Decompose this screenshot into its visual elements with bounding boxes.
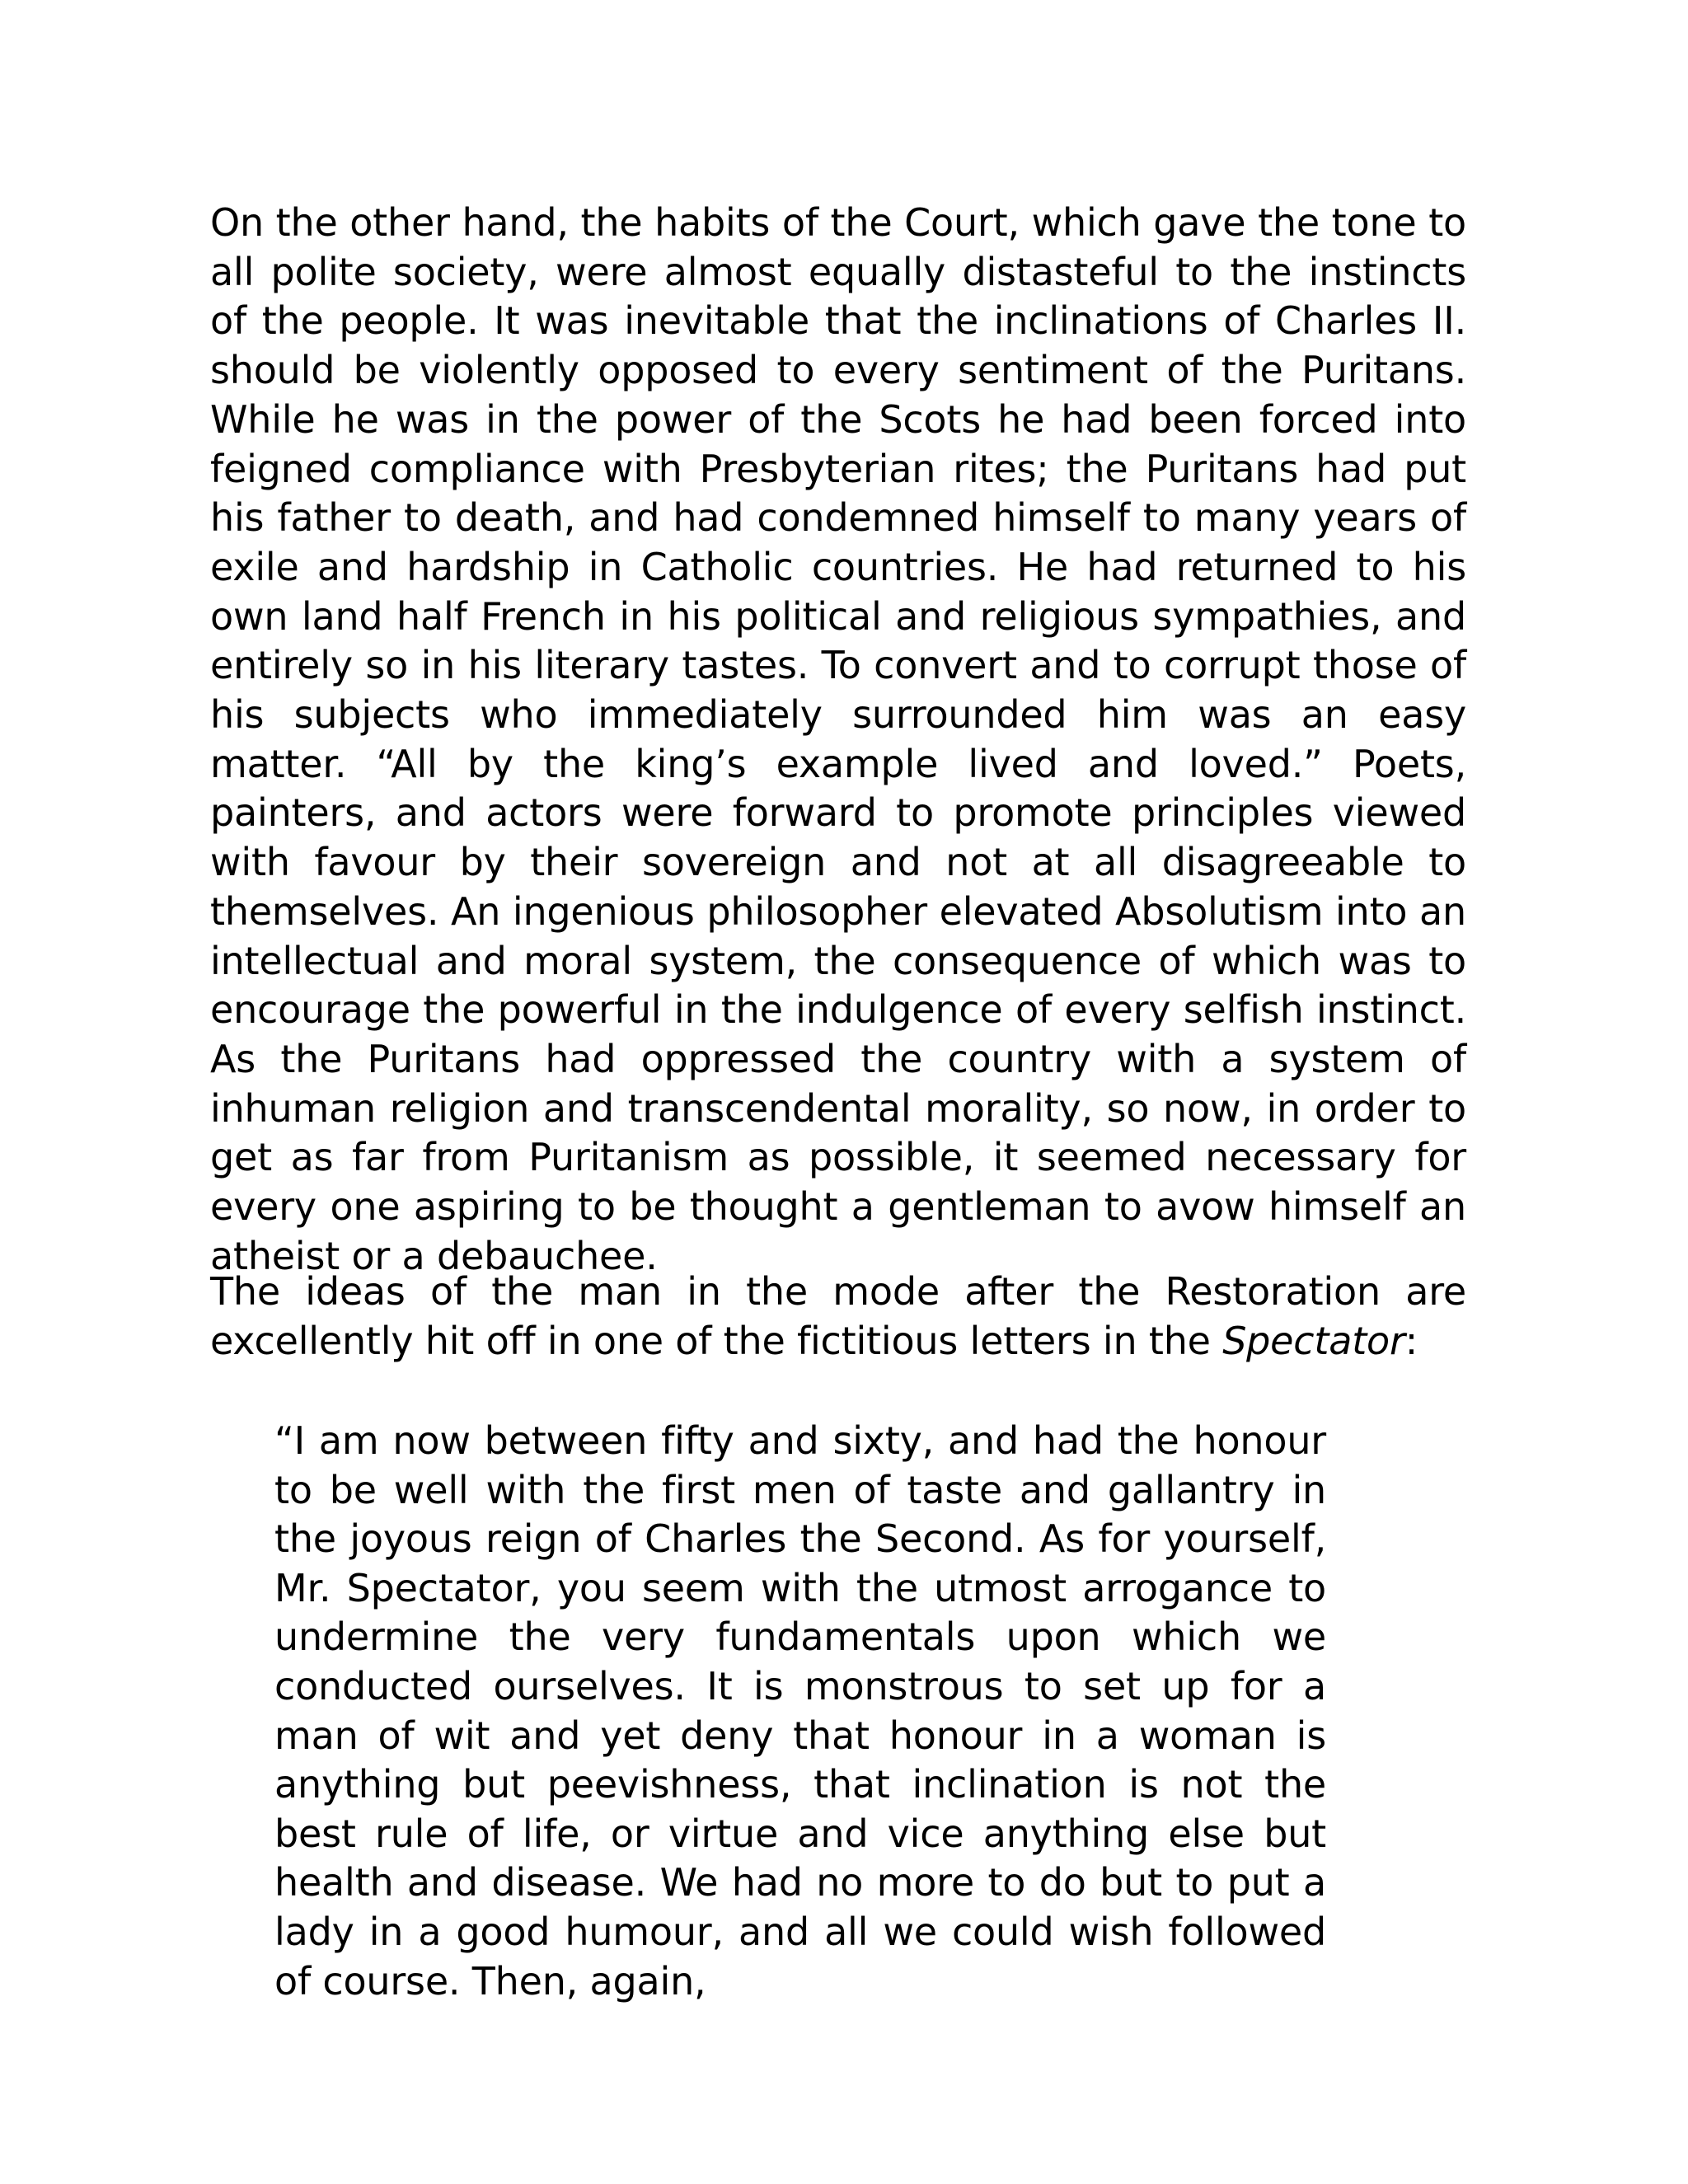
body-paragraph-1: On the other hand, the habits of the Court, which gave the tone to all polite society, were almost equally distasteful to the instincts of the people. It was inevitable that the inclinations of Charles II. should be violently opposed to every sentiment of the Puritans. While he was in the power of the Scots he had been forced into feigned compliance with Presbyterian rites; the Puritans had put his father to death, and had condemned himself to many years of exile and hardship in Catholic countries. He had returned to his own land half French in his political and religious sympathies, and entirely so in his literary tastes. To convert and to corrupt those of his subjects who immediately surrounded him was an easy matter. “All by the king’s example lived and loved.” Poets, painters, and actors were forward to promote principles viewed with favour by their sovereign and not at all disagreeable to themselves. An ingenious philosopher elevated Absolutism into an intellectual and moral system, the consequence of which was to encourage the powerful in the indulgence of every selfish instinct. As the Puritans had oppressed the country with a system of inhuman religion and transcendental morality, so now, in order to get as far from Puritanism as possible, it seemed necessary for every one aspiring to be thought a gentleman to avow himself an atheist or a debauchee. — [210, 200, 1466, 1278]
body-paragraph-2 — [210, 1268, 1466, 1366]
spectator-title-italic: Spectator — [1222, 1318, 1405, 1363]
paragraph-2-text-after: : — [1404, 1318, 1418, 1363]
paragraph-2-text-before: The ideas of the man in the mode after the Restoration are excellently hit off in one of the fictitious letters in the — [210, 1269, 1466, 1363]
block-quote: “I am now between fifty and sixty, and had the honour to be well with the first men of taste and gallantry in the joyous reign of Charles the Second. As for yourself, Mr. Spectator, you seem with the utmost arrogance to undermine the very fundamentals upon which we conducted ourselves. It is monstrous to set up for a man of wit and yet deny that honour in a woman is anything but peevishness, that inclination is not the best rule of life, or virtue and vice anything else but health and disease. We had no more to do but to put a lady in a good humour, and all we could wish followed of course. Then, again, — [274, 1418, 1326, 2004]
